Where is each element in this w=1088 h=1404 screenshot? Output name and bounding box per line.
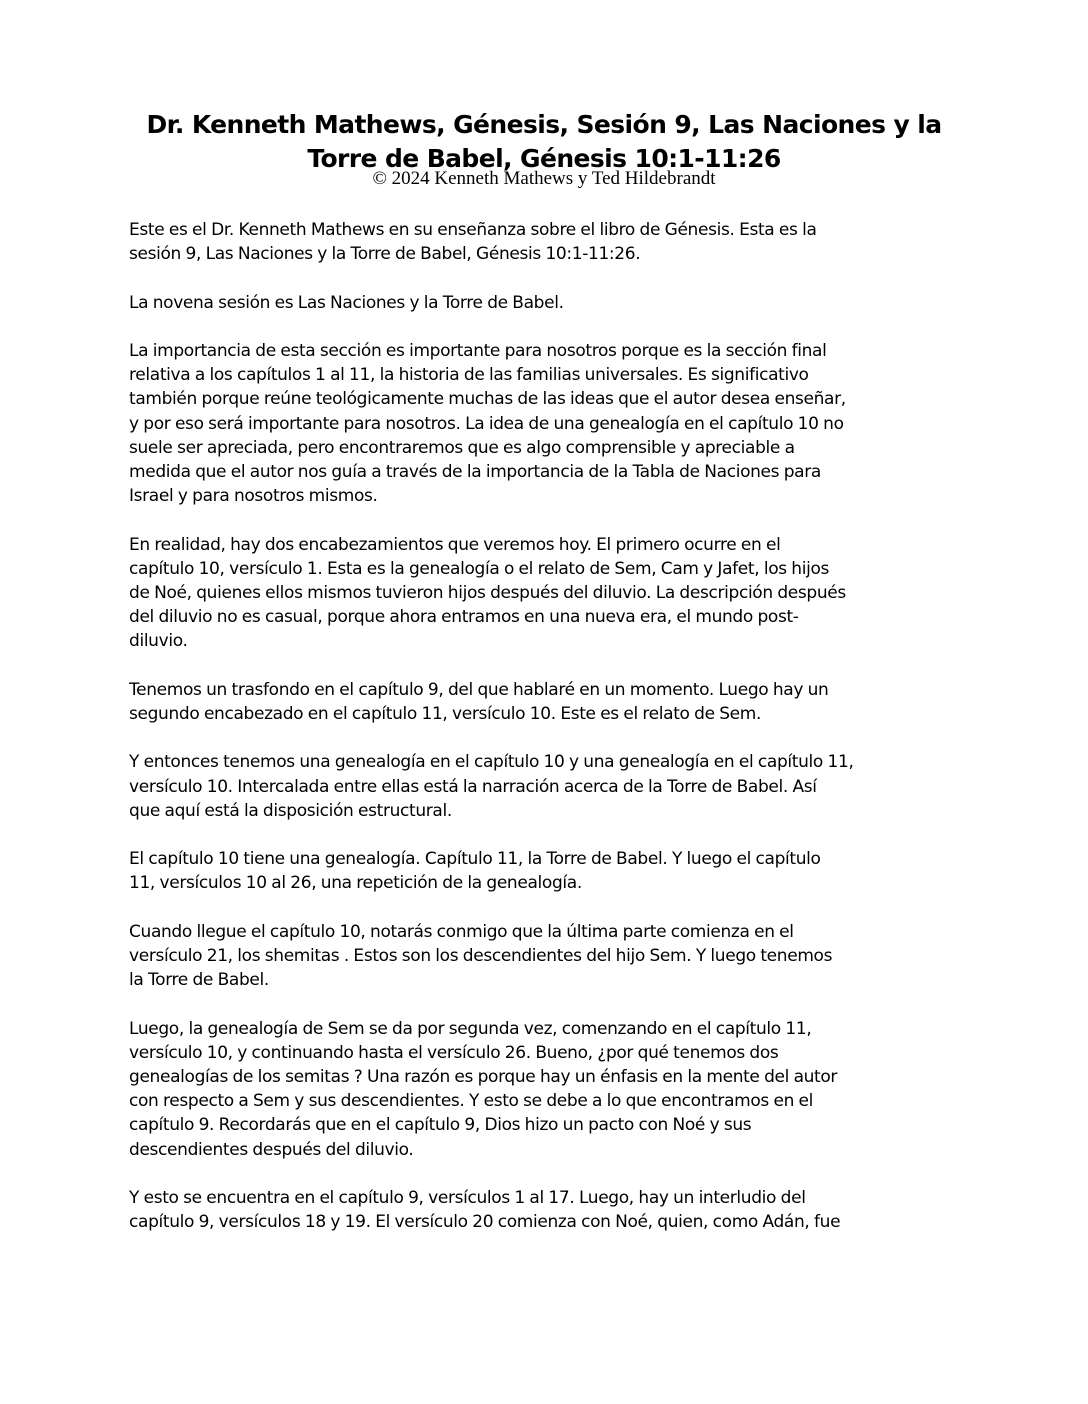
paragraph: Y entonces tenemos una genealogía en el capítulo 10 y una genealogía en el capítulo 11, versículo 10. Intercalada entre ellas está la narración acerca de la Torre de Babel. Así que aquí está la disposición estructural. — [129, 752, 854, 821]
document-title: Dr. Kenneth Mathews, Génesis, Sesión 9, Las Naciones y la Torre de Babel, Génesis 10:1-11:26 — [146, 110, 942, 173]
document-body — [129, 218, 969, 1259]
paragraph: Luego, la genealogía de Sem se da por segunda vez, comenzando en el capítulo 11, versículo 10, y continuando hasta el versículo 26. Bueno, ¿por qué tenemos dos genealogías de los semitas ? Una razón es porque hay un énfasis en la mente del autor con respecto a Sem y sus descendientes. Y esto se debe a lo que encontramos en el capítulo 9. Recordarás que en el capítulo 9, Dios hizo un pacto con Noé y sus descendientes después del diluvio. — [129, 1018, 838, 1160]
paragraph: Tenemos un trasfondo en el capítulo 9, del que hablaré en un momento. Luego hay un segundo encabezado en el capítulo 11, versículo 10. Este es el relato de Sem. — [129, 679, 829, 724]
paragraph: Este es el Dr. Kenneth Mathews en su enseñanza sobre el libro de Génesis. Esta es la sesión 9, Las Naciones y la Torre de Babel, Génesis 10:1-11:26. — [129, 220, 817, 265]
paragraph: El capítulo 10 tiene una genealogía. Capítulo 11, la Torre de Babel. Y luego el capítulo 11, versículos 10 al 26, una repetición de la genealogía. — [129, 849, 821, 894]
paragraph: Y esto se encuentra en el capítulo 9, versículos 1 al 17. Luego, hay un interludio del capítulo 9, versículos 18 y 19. El versículo 20 comienza con Noé, quien, como Adán, fue — [129, 1187, 841, 1233]
paragraph: La importancia de esta sección es importante para nosotros porque es la sección final relativa a los capítulos 1 al 11, la historia de las familias universales. Es significativo también porque reúne teológicamente muchas de las ideas que el autor desea enseñar, y por eso será importante para nosotros. La idea de una genealogía en el capítulo 10 no suele ser apreciada, pero encontraremos que es algo comprensible y apreciable a medida que el autor nos guía a través de la importancia de la Tabla de Naciones para Israel y para nosotros mismos. — [129, 340, 846, 507]
copyright-line: © 2024 Kenneth Mathews y Ted Hildebrandt — [372, 168, 716, 189]
paragraph: Cuando llegue el capítulo 10, notarás conmigo que la última parte comienza en el versículo 21, los shemitas . Estos son los descendientes del hijo Sem. Y luego tenemos la Torre de Babel. — [129, 921, 833, 991]
paragraph: La novena sesión es Las Naciones y la Torre de Babel. — [129, 292, 564, 313]
paragraph: En realidad, hay dos encabezamientos que veremos hoy. El primero ocurre en el capítulo 10, versículo 1. Esta es la genealogía o el relato de Sem, Cam y Jafet, los hijos de Noé, quienes ellos mismos tuvieron hijos después del diluvio. La descripción después del diluvio no es casual, porque ahora entramos en una nueva era, el mundo post- diluvio. — [129, 534, 846, 652]
